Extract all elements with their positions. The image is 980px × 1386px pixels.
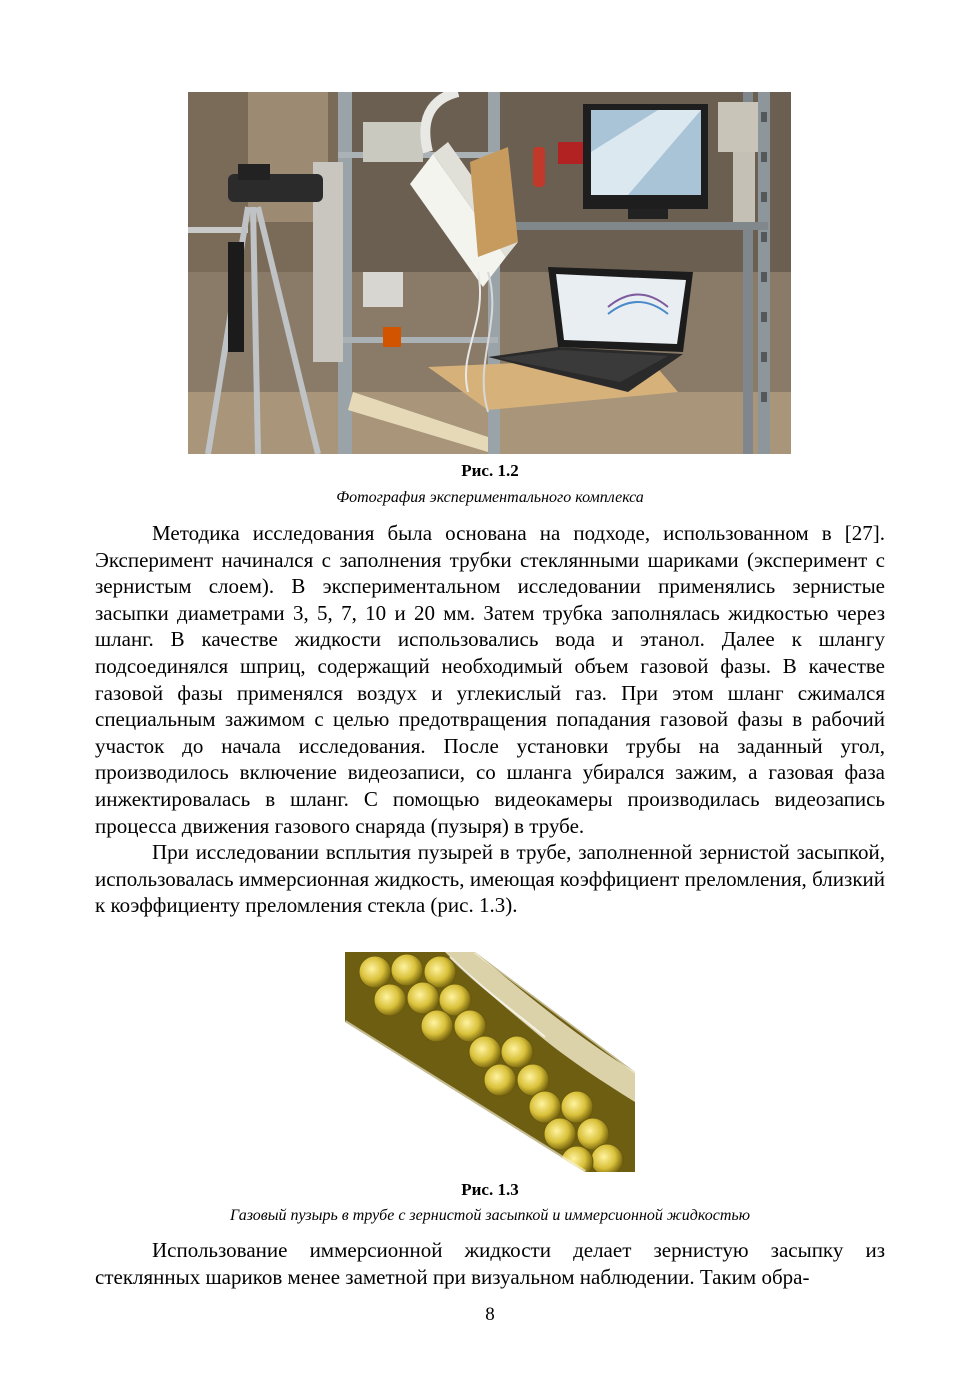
page-number: 8 bbox=[485, 1304, 495, 1325]
experimental-setup-photo bbox=[188, 92, 791, 454]
paragraph-continuation: Использование иммерсионной жидкости делает зернистую засыпку из стеклянных шариков менее заметной при визуальном наблюдении. Таким обра- bbox=[95, 1238, 885, 1289]
figure-2-label: Рис. 1.3 bbox=[461, 1180, 519, 1199]
figure-1-caption: Фотография экспериментального комплекса bbox=[336, 489, 644, 506]
body-text-2 bbox=[95, 1237, 885, 1290]
paragraph-immersion: При исследовании всплытия пузырей в трубе, заполненной зернистой засыпкой, использовалась иммерсионная жидкость, имеющая коэффициент преломления, близкий к коэффициенту преломления стекла (рис. 1.3). bbox=[95, 840, 885, 918]
bubble-in-tube-photo bbox=[345, 952, 635, 1172]
figure-2-caption: Газовый пузырь в трубе с зернистой засыпкой и иммерсионной жидкостью bbox=[230, 1207, 750, 1224]
body-text-1 bbox=[95, 520, 885, 919]
paragraph-methodology: Методика исследования была основана на подходе, использованном в [27]. Эксперимент начинался с заполнения трубки стеклянными шариками (эксперимент с зернистым слоем). В экспериментальном исследовании применялись зернистые засыпки диаметрами 3, 5, 7, 10 и 20 мм. Затем трубка заполнялась жидкостью через шланг. В качестве жидкости использовались вода и этанол. Далее к шлангу подсоединялся шприц, содержащий необходимый объем газовой фазы. В качестве газовой фазы применялся воздух и углекислый газ. При этом шланг сжимался специальным зажимом с целью предотвращения попадания газовой фазы в рабочий участок до начала исследования. После установки трубы на заданный угол, производилось включение видеозаписи, со шланга убирался зажим, а газовая фаза инжектировалась в шланг. С помощью видеокамеры производилась видеозапись процесса движения газового снаряда (пузыря) в трубе. bbox=[95, 521, 885, 838]
figure-1-label: Рис. 1.2 bbox=[461, 461, 519, 480]
